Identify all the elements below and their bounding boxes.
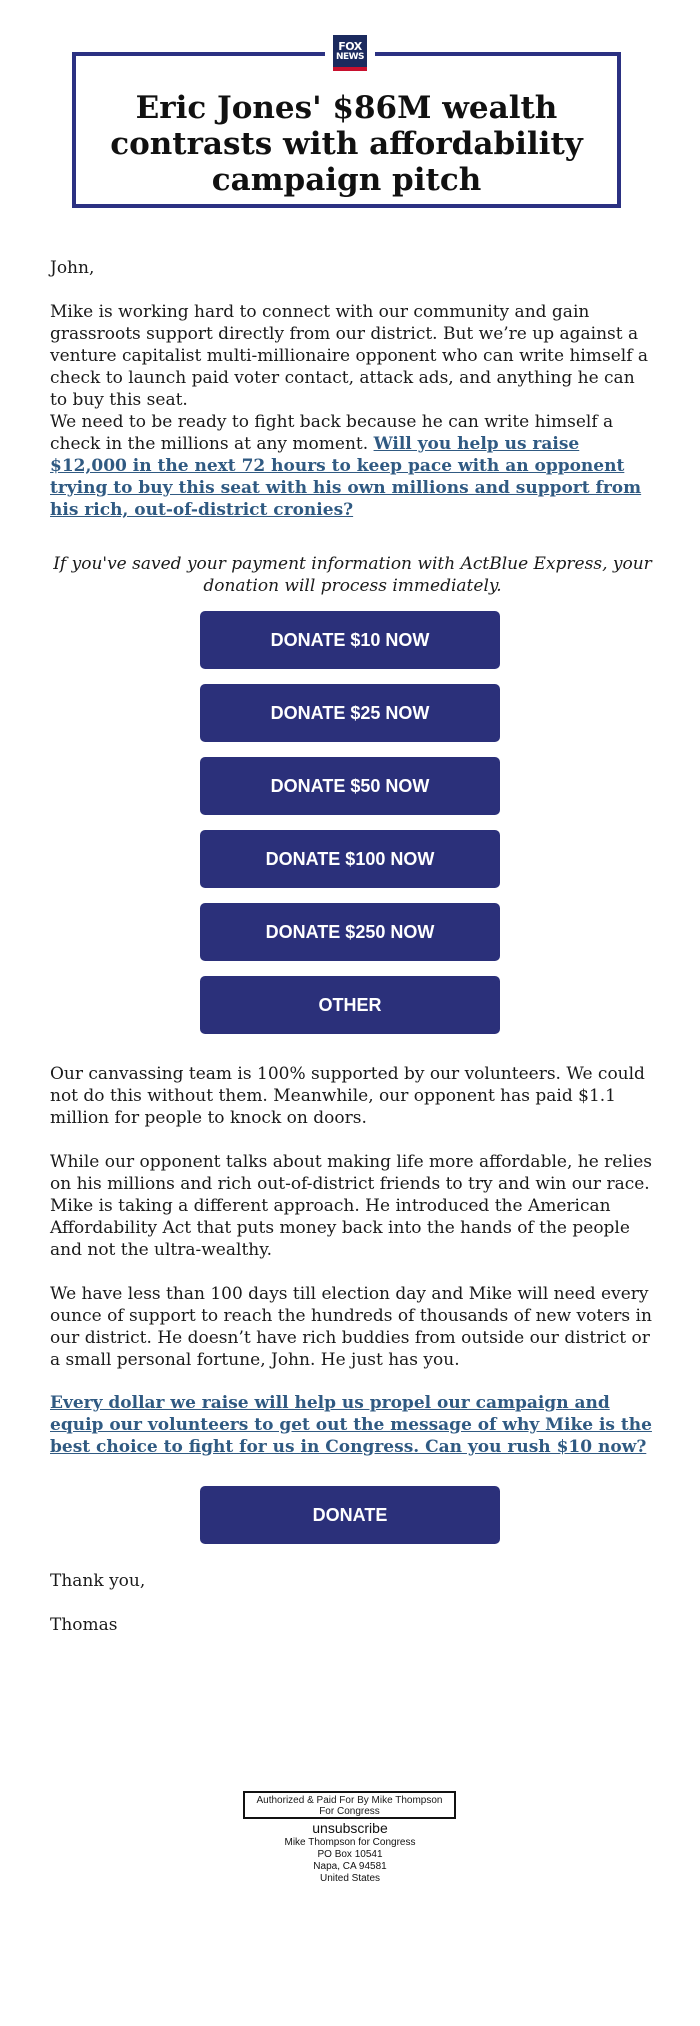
greeting <box>50 257 655 279</box>
paragraph-3 <box>50 1063 655 1129</box>
donate-25-button[interactable]: DONATE $25 NOW <box>200 684 500 742</box>
donate-250-button[interactable]: DONATE $250 NOW <box>200 903 500 961</box>
cta-paragraph-block <box>50 1392 655 1458</box>
unsubscribe-link[interactable]: unsubscribe <box>312 1820 388 1836</box>
signoff-text: Thank you, <box>50 1571 146 1591</box>
mailing-address <box>0 1837 700 1885</box>
paragraph-2-text: We need to be ready to fight back because he can write himself a check in the millions at any moment. <box>50 412 614 454</box>
paid-for-disclaimer <box>243 1791 456 1819</box>
greeting-text: John, <box>50 258 95 278</box>
logo-text-news: NEWS <box>335 52 365 62</box>
address-city: Napa, CA 94581 <box>313 1861 387 1872</box>
disclaimer-line-1: Authorized & Paid For By Mike Thompson <box>256 1795 443 1806</box>
donate-10-button[interactable]: DONATE $10 NOW <box>200 611 500 669</box>
donate-button[interactable]: DONATE <box>200 1486 500 1544</box>
paragraph-1-text: Mike is working hard to connect with our community and gain grassroots support directly from our district. But we’re up against a venture capitalist multi-millionaire opponent who can write himself a check to launch paid voter contact, attack ads, and anything he can to buy this seat. <box>50 302 649 410</box>
headline-line-2: contrasts with affordability <box>110 126 583 162</box>
address-org: Mike Thompson for Congress <box>284 1837 416 1848</box>
donate-100-button[interactable]: DONATE $100 NOW <box>200 830 500 888</box>
donate-50-button[interactable]: DONATE $50 NOW <box>200 757 500 815</box>
donate-other-button[interactable]: OTHER <box>200 976 500 1034</box>
signoff <box>50 1570 655 1592</box>
paragraph-4-text: While our opponent talks about making life more affordable, he relies on his millions and rich out-of-district friends to try and win our race. Mike is taking a different approach. He introduced the American Affordability Act that puts money back into the hands of the people and not the ultra-wealthy. <box>50 1152 653 1260</box>
paragraph-2-block <box>50 411 655 521</box>
cta-paragraph <box>50 1392 655 1458</box>
actblue-express-note-text: If you've saved your payment information with ActBlue Express, your donation will process immediately. <box>53 554 652 596</box>
signature <box>50 1614 655 1636</box>
raise-12000-link[interactable]: Will you help us raise $12,000 in the next 72 hours to keep pace with an opponent trying to buy this seat with his own millions and support from his rich, out-of-district cronies? <box>50 434 642 520</box>
logo-text-fox: FOX <box>338 40 362 53</box>
paragraph-5-text: We have less than 100 days till election day and Mike will need every ounce of support to reach the hundreds of thousands of new voters in our district. He doesn’t have rich buddies from outside our district or a small personal fortune, John. He just has you. <box>50 1284 652 1370</box>
fox-news-logo-mark <box>333 35 367 71</box>
paragraph-2 <box>50 411 655 521</box>
actblue-express-note <box>50 553 655 597</box>
logo-red-bar <box>333 67 367 71</box>
headline-box <box>72 52 621 208</box>
address-country: United States <box>319 1873 381 1884</box>
paragraph-1 <box>50 301 655 411</box>
address-po-box: PO Box 10541 <box>317 1849 383 1860</box>
rush-10-link[interactable]: Every dollar we raise will help us propel our campaign and equip our volunteers to get out the message of why Mike is the best choice to fight for us in Congress. Can you rush $10 now? <box>50 1393 652 1457</box>
headline-line-3: campaign pitch <box>211 162 482 198</box>
fox-news-logo <box>325 32 375 74</box>
paragraph-4 <box>50 1151 655 1261</box>
headline <box>76 90 617 198</box>
headline-line-1: Eric Jones' $86M wealth <box>135 90 558 126</box>
disclaimer-line-2: For Congress <box>319 1806 380 1817</box>
signature-text: Thomas <box>50 1615 118 1635</box>
paragraph-5 <box>50 1283 655 1371</box>
paragraph-3-text: Our canvassing team is 100% supported by our volunteers. We could not do this without them. Meanwhile, our opponent has paid $1.1 million for people to knock on doors. <box>50 1064 645 1128</box>
